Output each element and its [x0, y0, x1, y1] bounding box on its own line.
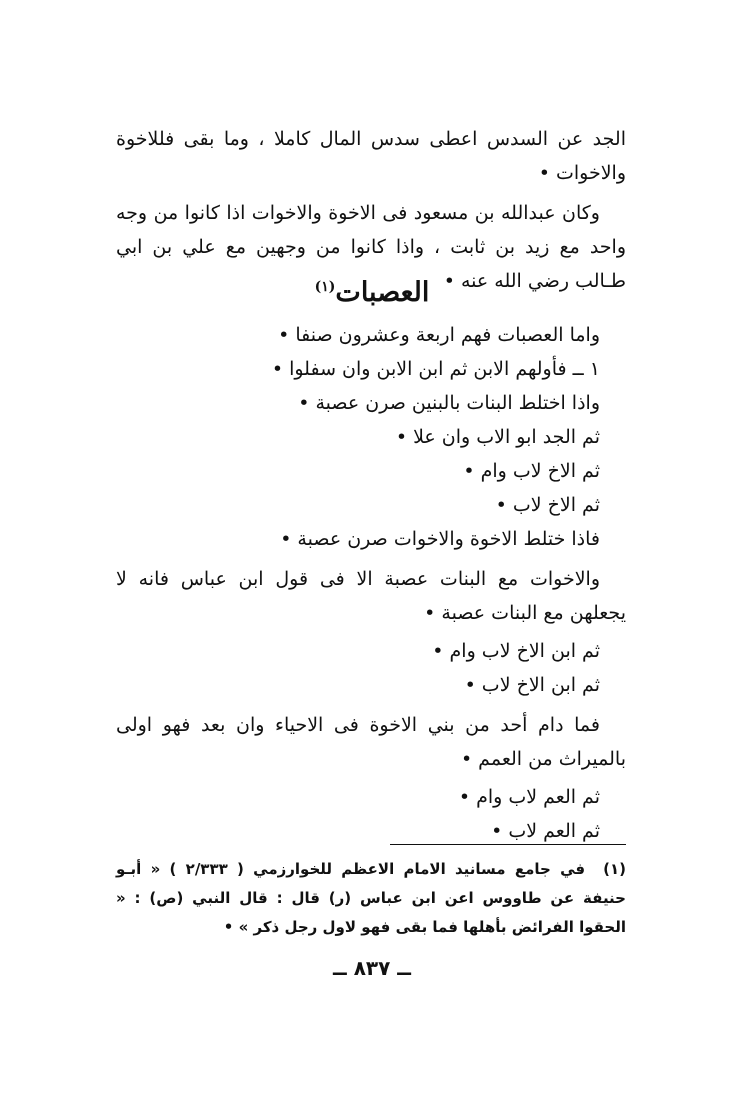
list-paragraph-2: فما دام أحد من بني الاخوة فى الاحياء وان بعد فهو اولى بالميراث من العمم • — [116, 714, 626, 770]
section-title: العصبات — [335, 277, 430, 308]
opening-text — [116, 122, 626, 298]
list-item-2: واذا اختلط البنات بالبنين صرن عصبة • — [298, 392, 600, 414]
footnote-number: (١) — [603, 860, 626, 878]
list-item-10: ثم العم لاب • — [491, 820, 600, 842]
list-item-4: ثم الاخ لاب وام • — [463, 460, 600, 482]
list-paragraph-1: والاخوات مع البنات عصبة الا فى قول ابن عباس فانه لا يجعلهن مع البنات عصبة • — [116, 568, 626, 624]
footnote-divider — [390, 844, 626, 845]
footnote-reference: (١) — [314, 279, 336, 295]
list-item-8: ثم ابن الاخ لاب • — [464, 674, 600, 696]
footnote-text: في جامع مسانيد الامام الاعظم للخوارزمي ( ٢/٣٣٣ ) « أبـو حنيفة عن طاووس اعن ابن عباس (ر) قال : قال النبي (ص) : « الحقوا الفرائض بأهلها فما بقى فهو لاول رجل ذكر » • — [116, 860, 626, 936]
list-item-5: ثم الاخ لاب • — [495, 494, 600, 516]
footnote — [116, 855, 626, 942]
list-item-1: ١ ــ فأولهم الابن ثم ابن الابن وان سفلوا • — [271, 358, 600, 380]
list-item-3: ثم الجد ابو الاب وان علا • — [395, 426, 600, 448]
list-item-6: فاذا ختلط الاخوة والاخوات صرن عصبة • — [280, 528, 600, 550]
paragraph-1: الجد عن السدس اعطى سدس المال كاملا ، وما بقى فللاخوة والاخوات • — [116, 128, 626, 184]
paragraph-2: وكان عبدالله بن مسعود فى الاخوة والاخوات اذا كانوا من وجه واحد مع زيد بن ثابت ، واذا كانوا من وجهين مع علي بن ابي طـالب رضي الله عنه • — [116, 202, 626, 292]
page-number: ــ ٨٣٧ ــ — [333, 956, 411, 980]
section-heading — [0, 276, 744, 310]
list-item-9: ثم العم لاب وام • — [458, 786, 600, 808]
list-item-7: ثم ابن الاخ لاب وام • — [432, 640, 600, 662]
list-intro: واما العصبات فهم اربعة وعشرون صنفا • — [278, 324, 600, 346]
heirs-list — [116, 318, 626, 848]
